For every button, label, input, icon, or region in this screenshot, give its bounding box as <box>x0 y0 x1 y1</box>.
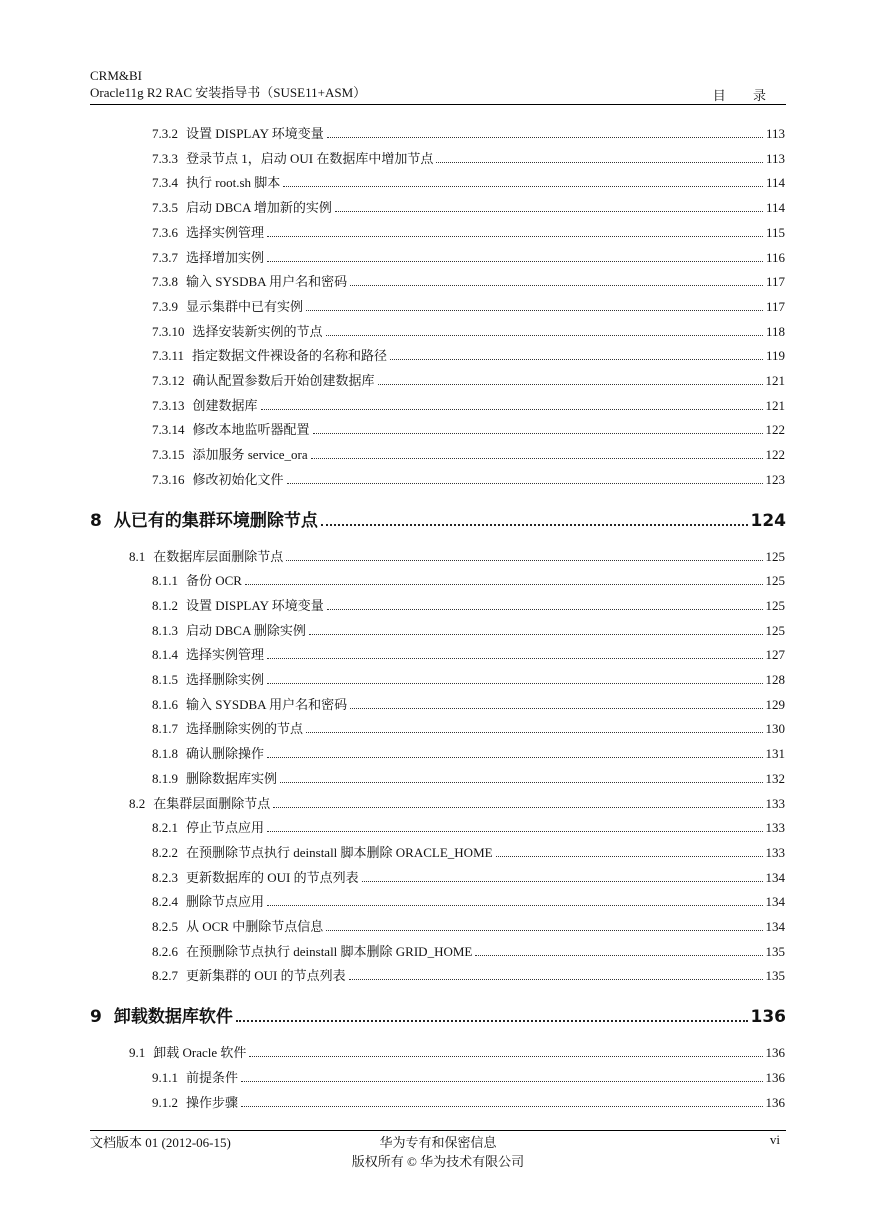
toc-entry-page: 131 <box>765 746 785 762</box>
toc-entry-page: 133 <box>765 844 785 860</box>
toc-entry-page: 136 <box>765 1094 785 1110</box>
toc-entry-page: 128 <box>765 672 785 687</box>
toc-entry-title: 选择增加实例 <box>186 249 265 265</box>
toc-entry-title: 选择删除实例 <box>186 672 265 687</box>
toc-dot-leader <box>350 284 763 286</box>
toc-entry-page: 130 <box>765 721 785 737</box>
toc-entry-number: 7.3.10 <box>152 323 185 339</box>
toc-entry[interactable] <box>129 792 785 812</box>
toc-entry[interactable] <box>152 418 785 438</box>
toc-entry-page: 134 <box>765 894 785 910</box>
toc-dot-leader <box>267 657 762 659</box>
toc-dot-leader <box>326 334 763 336</box>
toc-entry-page: 117 <box>765 298 785 314</box>
toc-dot-leader <box>267 235 763 237</box>
toc-entry-page: 133 <box>765 795 785 811</box>
toc-entry-title: 选择实例管理 <box>186 224 265 240</box>
toc-entry-number: 7.3.15 <box>152 447 185 463</box>
toc-dot-leader <box>390 358 763 360</box>
toc-entry-number: 8.2.7 <box>152 968 178 984</box>
toc-dot-leader <box>311 457 763 459</box>
toc-entry[interactable] <box>152 196 785 216</box>
toc-entry[interactable] <box>152 468 785 488</box>
toc-entry[interactable] <box>90 507 786 531</box>
toc-entry[interactable] <box>152 841 785 861</box>
toc-entry-number: 7.3.11 <box>152 348 185 364</box>
toc-entry[interactable] <box>152 246 785 266</box>
toc-entry[interactable] <box>90 1003 786 1027</box>
toc-dot-leader <box>436 161 763 163</box>
toc-entry-number: 8.2.1 <box>152 820 178 836</box>
footer-divider <box>90 1130 786 1131</box>
toc-entry-title: 删除节点应用 <box>186 894 265 910</box>
toc-entry-number: 7.3.12 <box>152 373 185 388</box>
toc-dot-leader <box>245 583 763 585</box>
toc-entry-page: 125 <box>765 622 785 638</box>
toc-entry-title: 更新数据库的 OUI 的节点列表 <box>186 869 359 885</box>
toc-dot-leader <box>309 633 763 635</box>
toc-entry-number: 8.1.4 <box>152 647 178 663</box>
toc-entry[interactable] <box>152 866 785 886</box>
toc-entry-title: 停止节点应用 <box>186 820 265 836</box>
toc-entry-page: 119 <box>765 348 785 364</box>
toc-entry-title: 指定数据文件裸设备的名称和路径 <box>192 348 388 364</box>
toc-dot-leader <box>327 136 763 138</box>
toc-entry-number: 7.3.5 <box>152 200 178 216</box>
toc-entry-number: 8.1.1 <box>152 573 178 589</box>
header-doc-title: Oracle11g R2 RAC 安装指导书（SUSE11+ASM） <box>90 85 367 100</box>
toc-entry[interactable] <box>152 270 785 290</box>
toc-entry-page: 114 <box>765 175 785 191</box>
toc-dot-leader <box>321 523 748 526</box>
toc-entry-number: 8.1.6 <box>152 696 178 712</box>
toc-entry[interactable] <box>152 594 785 614</box>
toc-entry-number: 8.2.4 <box>152 894 178 910</box>
toc-entry-title: 启动 DBCA 删除实例 <box>186 622 306 638</box>
toc-entry[interactable] <box>152 964 785 984</box>
toc-entry[interactable] <box>152 1066 785 1086</box>
toc-entry-title: 确认删除操作 <box>186 746 265 762</box>
toc-entry-number: 8.2 <box>129 795 146 811</box>
toc-entry-number: 8.1.7 <box>152 721 178 737</box>
toc-entry[interactable] <box>152 940 785 960</box>
toc-dot-leader <box>350 707 762 709</box>
toc-dot-leader <box>362 880 763 882</box>
toc-entry-title: 修改初始化文件 <box>192 471 284 487</box>
toc-entry-number: 8.1.2 <box>152 597 178 613</box>
toc-entry-page: 132 <box>765 770 785 786</box>
toc-entry-page: 125 <box>765 597 785 613</box>
toc-entry[interactable] <box>152 693 785 713</box>
toc-entry[interactable] <box>152 915 785 935</box>
toc-entry[interactable] <box>152 890 785 910</box>
toc-dot-leader <box>378 383 763 385</box>
toc-dot-leader <box>280 781 762 783</box>
toc-entry-page: 125 <box>765 573 785 589</box>
toc-entry-number: 9.1 <box>129 1045 146 1061</box>
toc-entry-number: 8.1.5 <box>152 672 178 687</box>
toc-entry[interactable] <box>152 569 785 589</box>
footer-version: 文档版本 01 (2012-06-15) <box>90 1135 231 1150</box>
toc-entry-title: 操作步骤 <box>186 1094 239 1110</box>
toc-entry[interactable] <box>152 643 785 663</box>
toc-entry-page: 122 <box>765 447 785 463</box>
toc-entry-title: 显示集群中已有实例 <box>186 298 304 314</box>
toc-dot-leader <box>475 954 762 956</box>
toc-entry-number: 8.1.3 <box>152 622 178 638</box>
toc-entry[interactable] <box>152 369 785 389</box>
toc-entry-title: 在预删除节点执行 deinstall 脚本删除 ORACLE_HOME <box>186 844 493 860</box>
toc-entry-page: 115 <box>765 224 785 240</box>
toc-dot-leader <box>313 432 763 434</box>
toc-entry-number: 7.3.7 <box>152 249 178 265</box>
toc-entry-number: 9 <box>90 1007 102 1028</box>
toc-entry-number: 8.1 <box>129 548 146 564</box>
toc-dot-leader <box>241 1105 762 1107</box>
toc-dot-leader <box>261 408 763 410</box>
toc-dot-leader <box>287 482 763 484</box>
toc-entry[interactable] <box>152 394 785 414</box>
toc-entry[interactable] <box>152 344 785 364</box>
toc-dot-leader <box>267 756 762 758</box>
toc-entry-page: 114 <box>765 200 785 216</box>
toc-entry-page: 117 <box>765 274 785 290</box>
toc-entry-number: 7.3.14 <box>152 422 185 438</box>
toc-entry-number: 7.3.16 <box>152 471 185 487</box>
toc-entry-page: 118 <box>765 323 785 339</box>
toc-dot-leader <box>267 260 763 262</box>
toc-dot-leader <box>286 559 762 561</box>
toc-entry-page: 113 <box>765 150 785 166</box>
toc-entry-title: 在数据库层面删除节点 <box>153 548 284 564</box>
toc-entry[interactable] <box>152 147 785 167</box>
toc-entry-number: 8.2.3 <box>152 869 178 885</box>
toc-dot-leader <box>335 210 763 212</box>
toc-entry-page: 135 <box>765 943 785 959</box>
toc-entry-title: 输入 SYSDBA 用户名和密码 <box>186 696 348 712</box>
toc-entry-title: 备份 OCR <box>186 573 242 589</box>
toc-entry-title: 卸载 Oracle 软件 <box>153 1045 247 1061</box>
toc-entry[interactable] <box>152 443 785 463</box>
toc-entry-page: 121 <box>765 373 785 388</box>
toc-entry-number: 8.1.8 <box>152 746 178 762</box>
toc-entry-page: 124 <box>750 510 786 531</box>
toc-entry[interactable] <box>152 742 785 762</box>
toc-entry-title: 选择实例管理 <box>186 647 265 663</box>
toc-entry-title: 添加服务 service_ora <box>192 447 308 463</box>
toc-entry[interactable] <box>152 816 785 836</box>
toc-entry-title: 选择安装新实例的节点 <box>192 323 323 339</box>
toc-dot-leader <box>241 1080 762 1082</box>
toc-entry-page: 136 <box>765 1045 785 1061</box>
toc-entry-title: 登录节点 1，启动 OUI 在数据库中增加节点 <box>186 150 434 166</box>
toc-entry-page: 123 <box>765 471 785 487</box>
toc-entry-page: 136 <box>765 1069 785 1085</box>
toc-entry-number: 7.3.4 <box>152 175 178 191</box>
toc-entry-number: 7.3.13 <box>152 397 185 413</box>
toc-entry-title: 输入 SYSDBA 用户名和密码 <box>186 274 348 290</box>
toc-dot-leader <box>306 309 763 311</box>
toc-entry-title: 设置 DISPLAY 环境变量 <box>186 597 324 613</box>
toc-entry[interactable] <box>152 1091 785 1111</box>
toc-entry-number: 7.3.3 <box>152 150 178 166</box>
toc-dot-leader <box>273 806 762 808</box>
toc-entry-number: 8.2.6 <box>152 943 178 959</box>
page-header <box>90 68 786 104</box>
toc-entry-title: 从已有的集群环境删除节点 <box>113 510 318 531</box>
toc-entry-title: 更新集群的 OUI 的节点列表 <box>186 968 346 984</box>
toc-dot-leader <box>496 855 763 857</box>
toc-entry-page: 129 <box>765 696 785 712</box>
footer-page-number: vi <box>769 1132 780 1147</box>
toc-entry[interactable] <box>152 668 785 688</box>
toc-entry-number: 8.2.2 <box>152 844 178 860</box>
toc-entry-number: 7.3.6 <box>152 224 178 240</box>
toc-entry[interactable] <box>152 767 785 787</box>
toc-dot-leader <box>326 929 762 931</box>
toc-entry-title: 在集群层面删除节点 <box>153 795 271 811</box>
toc-entry-page: 136 <box>750 1007 786 1028</box>
toc-entry-title: 创建数据库 <box>192 397 258 413</box>
toc-entry-number: 9.1.2 <box>152 1094 178 1110</box>
toc-entry-page: 116 <box>765 249 785 265</box>
header-section-label: 目 录 <box>712 88 778 103</box>
toc-entry-title: 卸载数据库软件 <box>113 1007 233 1028</box>
toc-entry-page: 125 <box>765 548 785 564</box>
toc-entry-number: 8 <box>90 510 102 531</box>
header-company: CRM&BI <box>90 68 143 83</box>
toc-entry-title: 启动 DBCA 增加新的实例 <box>186 200 332 216</box>
toc-entry-title: 选择删除实例的节点 <box>186 721 304 737</box>
footer-copyright: 版权所有 © 华为技术有限公司 <box>351 1154 525 1169</box>
toc-entry-page: 121 <box>765 397 785 413</box>
toc-entry-number: 7.3.9 <box>152 298 178 314</box>
toc-entry-number: 7.3.2 <box>152 126 178 141</box>
toc-entry-number: 9.1.1 <box>152 1069 178 1085</box>
toc-entry-title: 确认配置参数后开始创建数据库 <box>192 373 375 388</box>
toc-dot-leader <box>327 608 763 610</box>
toc-dot-leader <box>267 830 762 832</box>
toc-entry[interactable] <box>152 619 785 639</box>
toc-entry-number: 8.2.5 <box>152 919 178 934</box>
toc-entry-page: 113 <box>765 126 785 141</box>
toc-entry-title: 在预删除节点执行 deinstall 脚本删除 GRID_HOME <box>186 943 473 959</box>
toc-entry[interactable] <box>152 717 785 737</box>
toc-entry-page: 134 <box>765 919 785 934</box>
toc-entry-title: 前提条件 <box>186 1069 239 1085</box>
toc-entry-page: 133 <box>765 820 785 836</box>
toc-entry[interactable] <box>129 545 785 565</box>
header-divider <box>90 104 786 105</box>
toc-dot-leader <box>306 731 762 733</box>
toc-dot-leader <box>283 185 763 187</box>
toc-dot-leader <box>267 904 762 906</box>
toc-entry-page: 122 <box>765 422 785 438</box>
toc-entry-page: 135 <box>765 968 785 984</box>
toc-entry[interactable] <box>152 171 785 191</box>
toc-entry[interactable] <box>152 295 785 315</box>
toc-entry-title: 删除数据库实例 <box>186 770 278 786</box>
toc-entry-title: 从 OCR 中删除节点信息 <box>186 919 324 934</box>
toc-entry-title: 执行 root.sh 脚本 <box>186 175 281 191</box>
footer-confidential: 华为专有和保密信息 <box>379 1135 497 1150</box>
toc-entry[interactable] <box>129 1041 785 1061</box>
toc-entry[interactable] <box>152 320 785 340</box>
toc-entry-page: 134 <box>765 869 785 885</box>
toc-entry[interactable] <box>152 221 785 241</box>
toc-entry-title: 设置 DISPLAY 环境变量 <box>186 126 324 141</box>
toc-entry-page: 127 <box>765 647 785 663</box>
toc-dot-leader <box>349 978 763 980</box>
toc-entry-number: 7.3.8 <box>152 274 178 290</box>
toc-entry-number: 8.1.9 <box>152 770 178 786</box>
toc-dot-leader <box>236 1019 748 1022</box>
toc-entry-title: 修改本地监听器配置 <box>192 422 310 438</box>
toc-dot-leader <box>249 1055 762 1057</box>
toc-dot-leader <box>267 682 762 684</box>
page-footer <box>90 1132 786 1172</box>
toc-entry[interactable] <box>152 122 785 142</box>
